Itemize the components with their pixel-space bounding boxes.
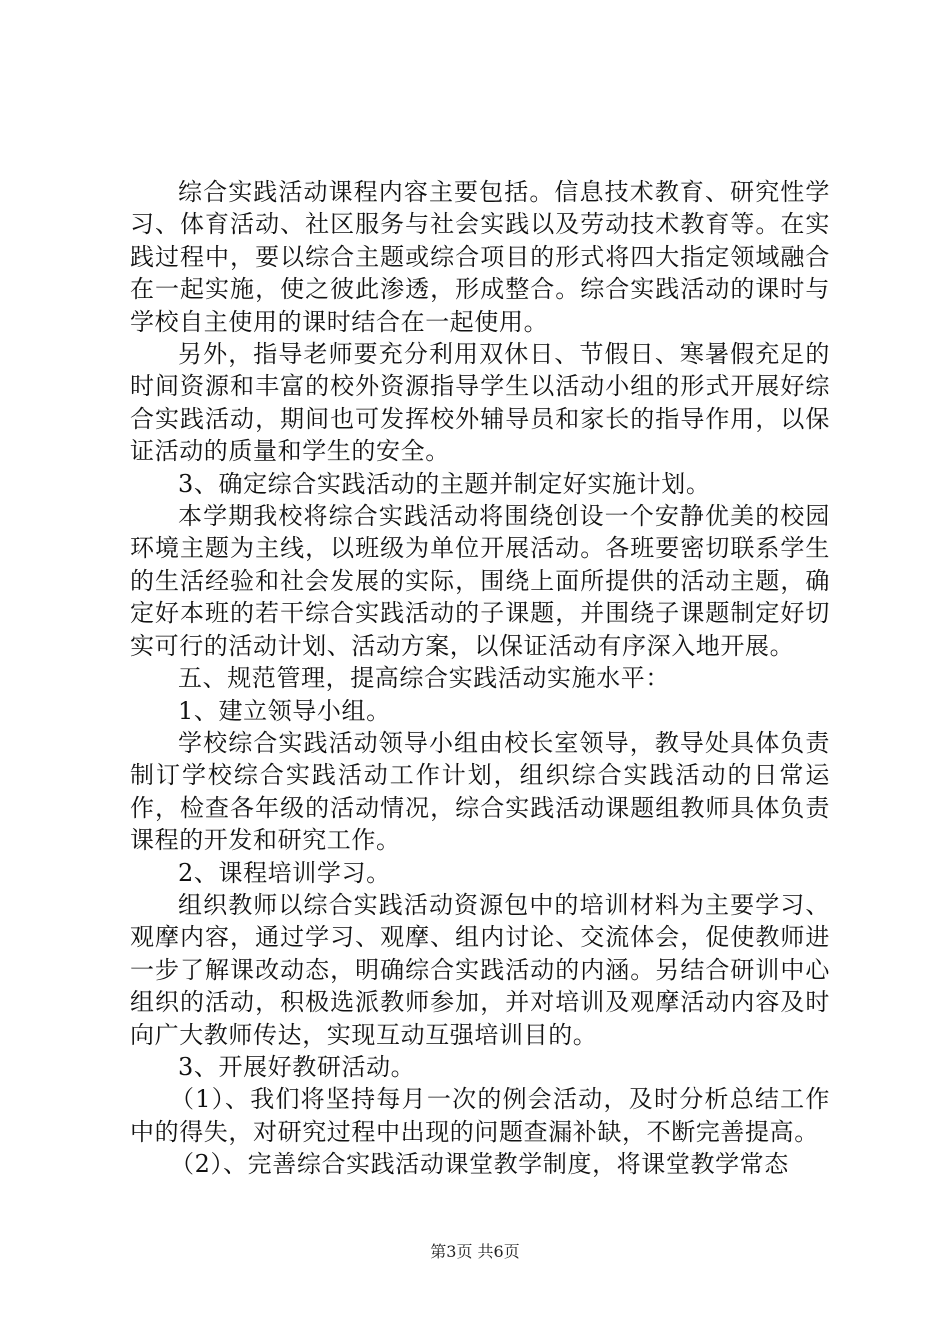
paragraph-teacher-guidance: 另外，指导老师要充分利用双休日、节假日、寒暑假充足的时间资源和丰富的校外资源指导学生以活动小组的形式开展好综合实践活动，期间也可发挥校外辅导员和家长的指导作用，以保证活动的质量和学生的安全。 <box>130 340 830 466</box>
subheading-leadership-group: 1、建立领导小组。 <box>178 696 391 725</box>
section-heading-5: 五、规范管理，提高综合实践活动实施水平： <box>178 664 670 693</box>
paragraph-classroom-system: （2）、完善综合实践活动课堂教学制度，将课堂教学常态 <box>170 1150 789 1179</box>
paragraph-course-content: 综合实践活动课程内容主要包括。信息技术教育、研究性学习、体育活动、社区服务与社会实践以及劳动技术教育等。在实践过程中，要以综合主题或综合项目的形式将四大指定领域融合在一起实施，使之彼此渗透，形成整合。综合实践活动的课时与学校自主使用的课时结合在一起使用。 <box>130 178 830 336</box>
paragraph-item-3-theme: 3、确定综合实践活动的主题并制定好实施计划。 <box>178 469 711 498</box>
page-number-footer: 第3页 共6页 <box>430 1242 520 1261</box>
paragraph-monthly-meeting: （1）、我们将坚持每月一次的例会活动，及时分析总结工作中的得失，对研究过程中出现的问题查漏补缺，不断完善提高。 <box>130 1085 830 1146</box>
paragraph-leadership-group: 学校综合实践活动领导小组由校长室领导，教导处具体负责制订学校综合实践活动工作计划，组织综合实践活动的日常运作，检查各年级的活动情况，综合实践活动课题组教师具体负责课程的开发和研究工作。 <box>130 728 830 855</box>
subheading-course-training: 2、课程培训学习。 <box>178 858 391 887</box>
paragraph-course-training: 组织教师以综合实践活动资源包中的培训材料为主要学习、观摩内容，通过学习、观摩、组内讨论、交流体会，促使教师进一步了解课改动态，明确综合实践活动的内涵。另结合研训中心组织的活动，积极选派教师参加，并对培训及观摩活动内容及时向广大教师传达，实现互动互强培训目的。 <box>130 890 830 1049</box>
paragraph-semester-plan: 本学期我校将综合实践活动将围绕创设一个安静优美的校园环境主题为主线，以班级为单位开展活动。各班要密切联系学生的生活经验和社会发展的实际，围绕上面所提供的活动主题，确定好本班的若干综合实践活动的子课题，并围绕子课题制定好切实可行的活动计划、活动方案，以保证活动有序深入地开展。 <box>130 502 830 660</box>
subheading-teaching-research: 3、开展好教研活动。 <box>178 1052 416 1081</box>
document-body <box>130 176 830 1181</box>
